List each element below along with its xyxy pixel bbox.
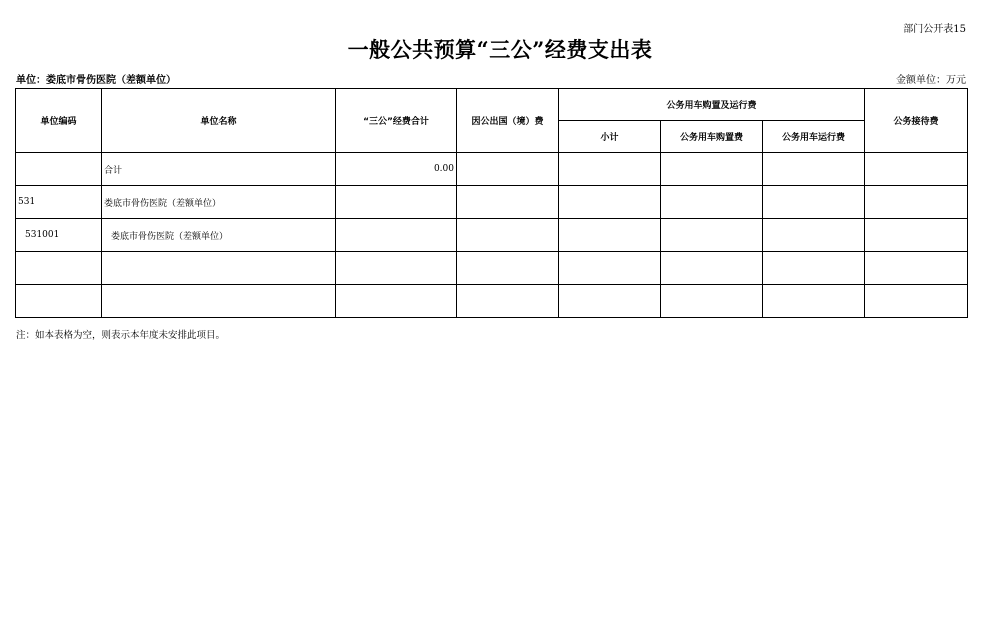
cell-reception <box>865 219 968 252</box>
cell-code: 531001 <box>16 219 102 252</box>
header-vehicle-operation: 公务用车运行费 <box>763 121 865 153</box>
expenditure-table <box>15 88 968 318</box>
table-row <box>16 285 968 318</box>
cell-abroad <box>457 252 559 285</box>
table-row <box>16 186 968 219</box>
cell-name: 娄底市骨伤医院（差额单位） <box>102 186 336 219</box>
cell-code: 531 <box>16 186 102 219</box>
cell-abroad <box>457 285 559 318</box>
cell-reception <box>865 285 968 318</box>
header-name: 单位名称 <box>102 89 336 153</box>
cell-total: 0.00 <box>336 153 457 186</box>
cell-operation <box>763 153 865 186</box>
header-total: “三公”经费合计 <box>336 89 457 153</box>
header-abroad: 因公出国（境）费 <box>457 89 559 153</box>
cell-name: 娄底市骨伤医院（差额单位） <box>102 219 336 252</box>
cell-purchase <box>661 285 763 318</box>
amount-unit-label: 金额单位：万元 <box>896 75 966 86</box>
cell-total <box>336 186 457 219</box>
cell-purchase <box>661 252 763 285</box>
cell-total <box>336 219 457 252</box>
header-reception: 公务接待费 <box>865 89 968 153</box>
cell-code <box>16 153 102 186</box>
header-vehicle-purchase: 公务用车购置费 <box>661 121 763 153</box>
cell-operation <box>763 186 865 219</box>
page-title: 一般公共预算“三公”经费支出表 <box>347 37 653 62</box>
cell-operation <box>763 285 865 318</box>
cell-reception <box>865 252 968 285</box>
cell-operation <box>763 219 865 252</box>
cell-purchase <box>661 186 763 219</box>
table-number-label: 部门公开表15 <box>903 24 966 35</box>
cell-abroad <box>457 153 559 186</box>
table-row <box>16 153 968 186</box>
footnote: 注：如本表格为空，则表示本年度未安排此项目。 <box>16 330 226 341</box>
unit-label: 单位：娄底市骨伤医院（差额单位） <box>16 75 176 86</box>
cell-abroad <box>457 219 559 252</box>
cell-purchase <box>661 153 763 186</box>
table-row <box>16 252 968 285</box>
cell-reception <box>865 153 968 186</box>
cell-operation <box>763 252 865 285</box>
table-row <box>16 219 968 252</box>
cell-code <box>16 252 102 285</box>
cell-total <box>336 252 457 285</box>
header-subtotal: 小计 <box>559 121 661 153</box>
cell-name <box>102 285 336 318</box>
cell-subtotal <box>559 186 661 219</box>
cell-purchase <box>661 219 763 252</box>
cell-name: 合计 <box>102 153 336 186</box>
header-vehicle-group: 公务用车购置及运行费 <box>559 89 865 121</box>
cell-abroad <box>457 186 559 219</box>
header-code: 单位编码 <box>16 89 102 153</box>
cell-subtotal <box>559 219 661 252</box>
cell-total <box>336 285 457 318</box>
cell-subtotal <box>559 285 661 318</box>
cell-subtotal <box>559 153 661 186</box>
cell-reception <box>865 186 968 219</box>
cell-code <box>16 285 102 318</box>
cell-name <box>102 252 336 285</box>
cell-subtotal <box>559 252 661 285</box>
